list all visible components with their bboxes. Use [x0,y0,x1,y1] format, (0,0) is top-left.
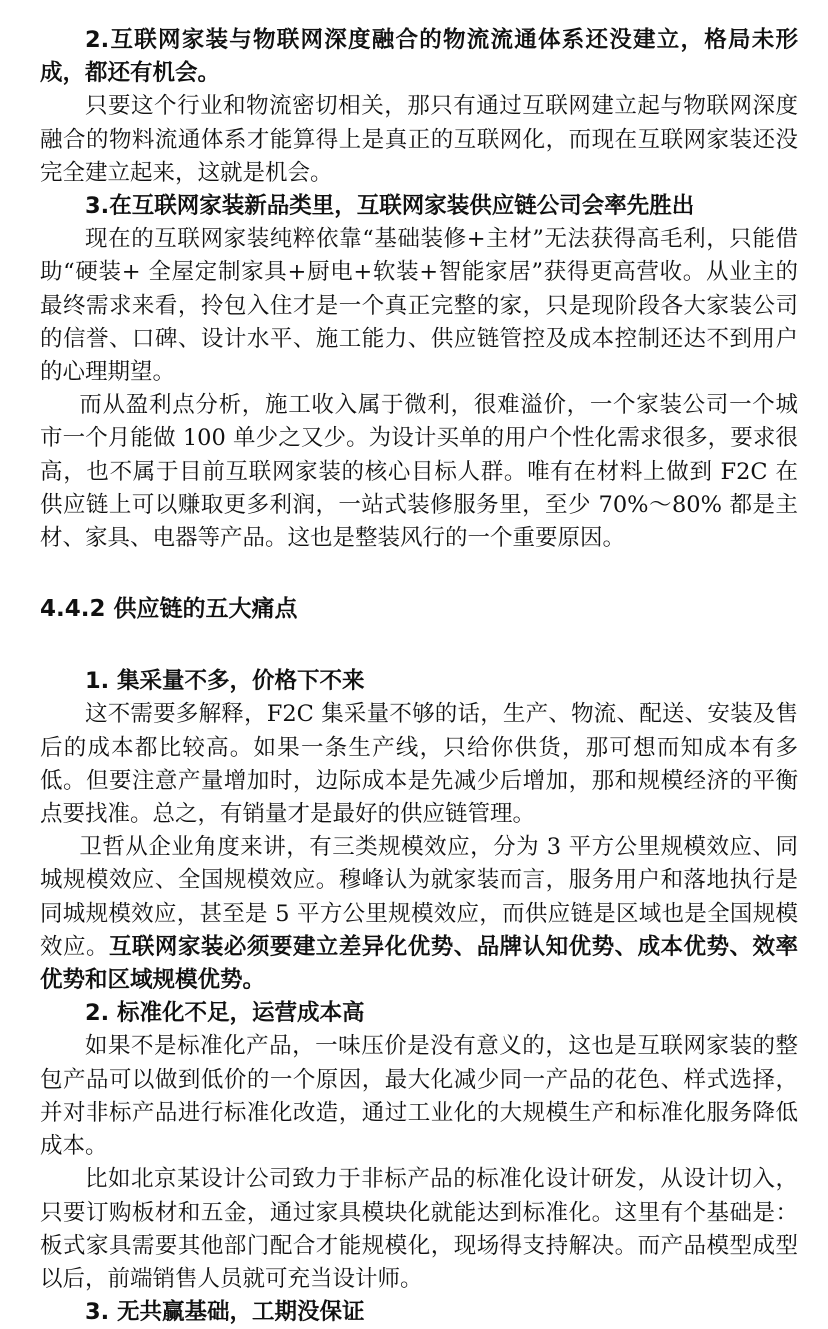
section-title: 4.4.2 供应链的五大痛点 [40,596,298,623]
paragraph-logistics: 只要这个行业和物流密切相关，那只有通过互联网建立起与物联网深度融合的物料流通体系才能算得上是真正的互联网化，而现在互联网家装还没完全建立起来，这就是机会。 [40,93,798,186]
paragraph-scale-effect-text: 卫哲从企业角度来讲，有三类规模效应，分为 3 平方公里规模效应、同城规模效应、全国规模效应。穆峰认为就家装而言，服务用户和落地执行是同城规模效应，甚至是 5 平方公里规模效应，而供应链是区域也是全国规模效应。 [40,834,798,960]
paragraph-scale-effect [40,831,798,997]
heading-pain-1: 1. 集采量不多，价格下不来 [85,668,365,695]
paragraph-standardization: 如果不是标准化产品，一味压价是没有意义的，这也是互联网家装的整包产品可以做到低价的一个原因，最大化减少同一产品的花色、样式选择，并对非标产品进行标准化改造，通过工业化的大规模生产和标准化服务降低成本。 [40,1033,798,1160]
paragraph-procurement: 这不需要多解释，F2C 集采量不够的话，生产、物流、配送、安装及售后的成本都比较高。如果一条生产线，只给你供货，那可想而知成本有多低。但要注意产量增加时，边际成本是先减少后增加，那和规模经济的平衡点要找准。总之，有销量才是最好的供应链管理。 [40,701,798,828]
paragraph-example: 比如北京某设计公司致力于非标产品的标准化设计研发，从设计切入，只要订购板材和五金，通过家具模块化就能达到标准化。这里有个基础是：板式家具需要其他部门配合才能规模化，现场得支持解决。而产品模型成型以后，前端销售人员就可充当设计师。 [40,1166,798,1292]
heading-pain-3: 3. 无共赢基础，工期没保证 [85,1299,365,1326]
paragraph-profit: 而从盈利点分析，施工收入属于微利，很难溢价，一个家装公司一个城市一个月能做 100 单少之又少。为设计买单的用户个性化需求很多，要求很高，也不属于目前互联网家装的核心目标人群。唯有在材料上做到 F2C 在供应链上可以赚取更多利润，一站式装修服务里，至少 70%～80% 都是主材、家具、电器等产品。这也是整装风行的一个重要原因。 [40,392,798,552]
paragraph-scale-effect-emphasis: 互联网家装必须要建立差异化优势、品牌认知优势、成本优势、效率优势和区域规模优势。 [40,933,798,994]
paragraph-revenue: 现在的互联网家装纯粹依靠“基础装修+主材”无法获得高毛利，只能借助“硬装+ 全屋定制家具+厨电+软装+智能家居”获得更高营收。从业主的最终需求来看，拎包入住才是一个真正完整的家，只是现阶段各大家装公司的信誉、口碑、设计水平、施工能力、供应链管控及成本控制还达不到用户的心理期望。 [40,226,798,386]
heading-point-3: 3.在互联网家装新品类里，互联网家装供应链公司会率先胜出 [85,193,695,220]
heading-pain-2: 2. 标准化不足，运营成本高 [85,1000,365,1027]
heading-point-2: 2.互联网家装与物联网深度融合的物流流通体系还没建立，格局未形成，都还有机会。 [40,27,798,87]
document-body [40,24,798,1329]
